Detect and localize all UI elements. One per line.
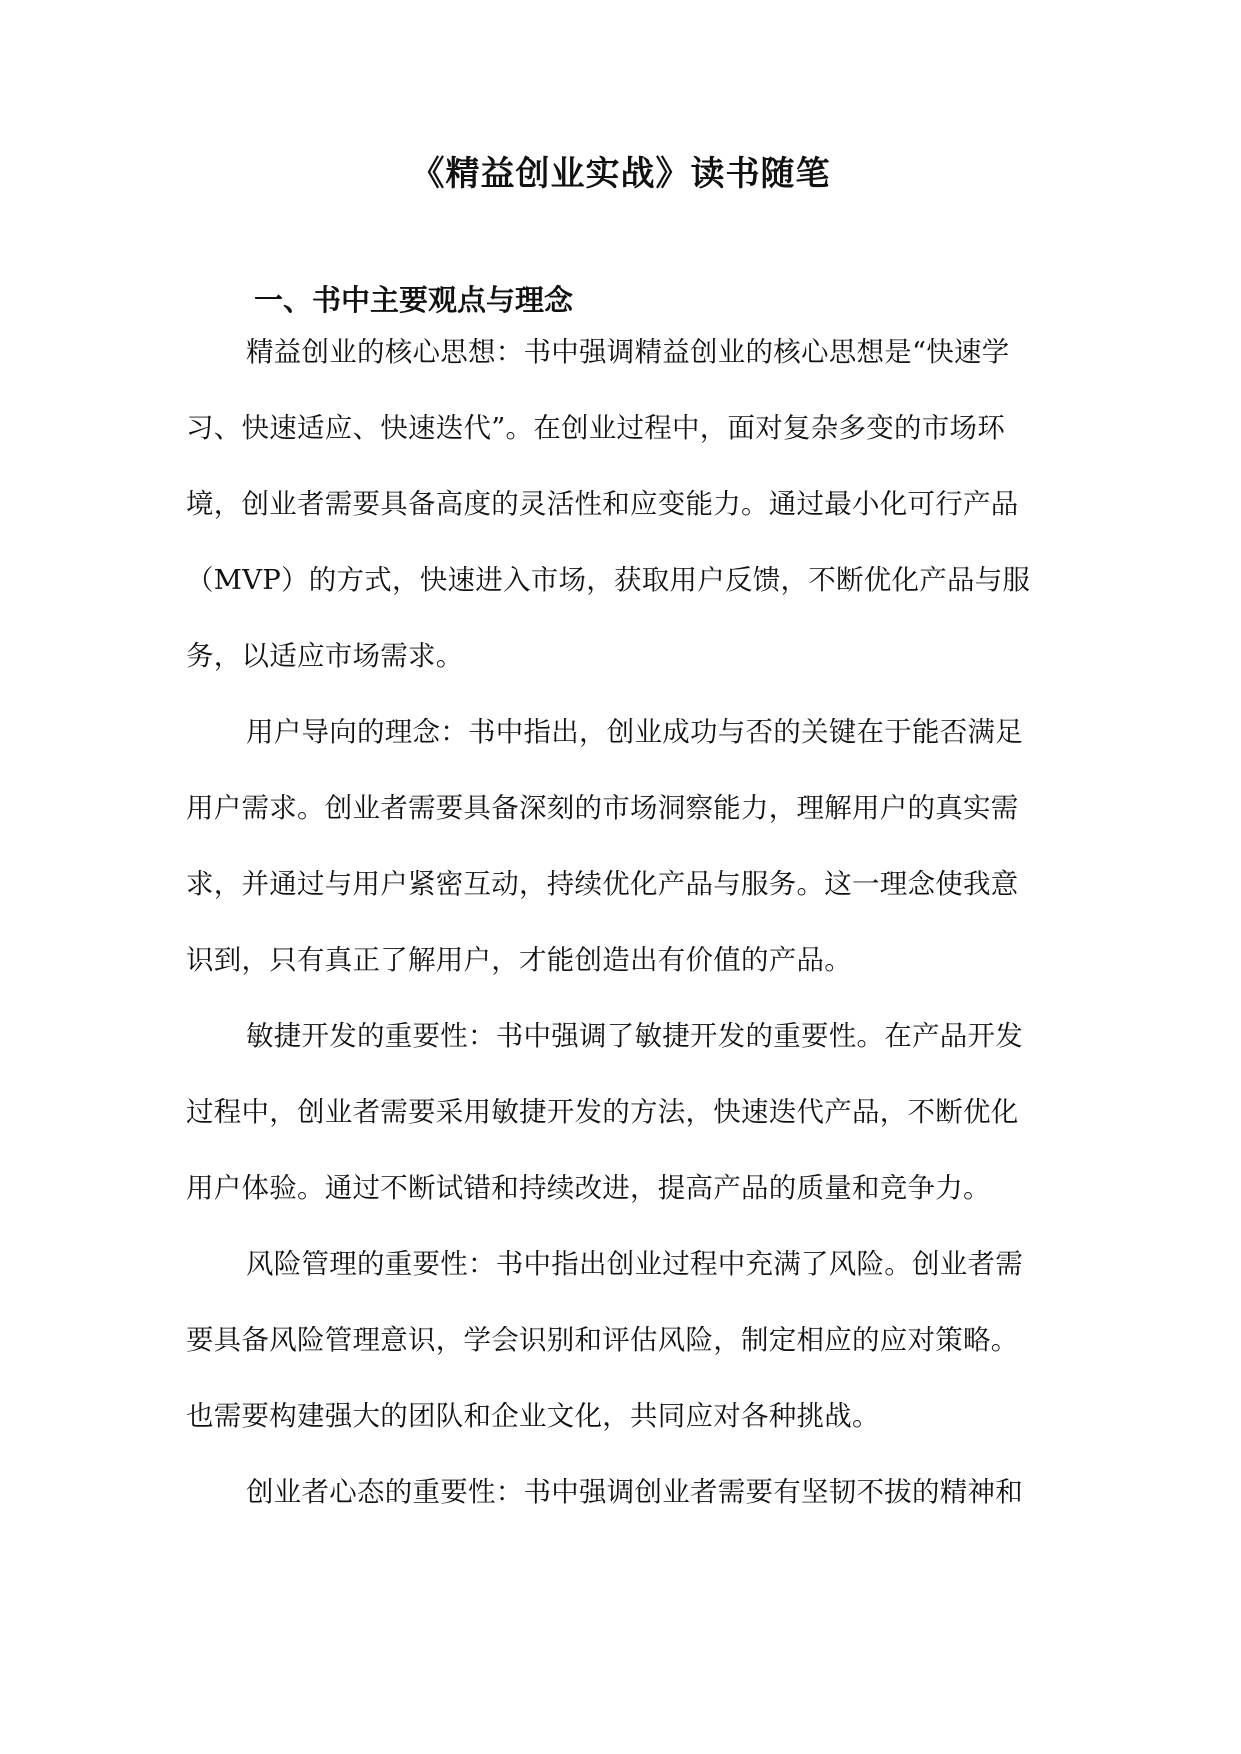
paragraph-line: 用户导向的理念：书中指出，创业成功与否的关键在于能否满足 [246,716,1023,748]
paragraph-line: 务，以适应市场需求。 [186,640,464,672]
paragraph-line: 创业者心态的重要性：书中强调创业者需要有坚韧不拔的精神和 [246,1476,1023,1508]
paragraph-line: 用户体验。通过不断试错和持续改进，提高产品的质量和竞争力。 [186,1172,991,1204]
paragraph-line: 敏捷开发的重要性：书中强调了敏捷开发的重要性。在产品开发 [246,1020,1023,1052]
paragraph-line: 境，创业者需要具备高度的灵活性和应变能力。通过最小化可行产品 [186,488,1019,520]
paragraph-line: 也需要构建强大的团队和企业文化，共同应对各种挑战。 [186,1400,880,1432]
paragraph-line: 用户需求。创业者需要具备深刻的市场洞察能力，理解用户的真实需 [186,792,1019,824]
paragraph-line: 要具备风险管理意识，学会识别和评估风险，制定相应的应对策略。 [186,1324,1019,1356]
section-heading: 一、书中主要观点与理念 [254,283,574,317]
paragraph-line: 求，并通过与用户紧密互动，持续优化产品与服务。这一理念使我意 [186,868,1019,900]
paragraph-line: （MVP）的方式，快速进入市场，获取用户反馈，不断优化产品与服 [186,564,1031,596]
paragraph-line: 识到，只有真正了解用户，才能创造出有价值的产品。 [186,944,852,976]
paragraph-line: 过程中，创业者需要采用敏捷开发的方法，快速迭代产品，不断优化 [186,1096,1019,1128]
paragraph-line: 习、快速适应、快速迭代”。在创业过程中，面对复杂多变的市场环 [186,412,1006,444]
paragraph-line: 风险管理的重要性：书中指出创业过程中充满了风险。创业者需 [246,1248,1023,1280]
document-title: 《精益创业实战》读书随笔 [410,154,831,194]
paragraph-line: 精益创业的核心思想：书中强调精益创业的核心思想是“快速学 [246,336,1010,368]
